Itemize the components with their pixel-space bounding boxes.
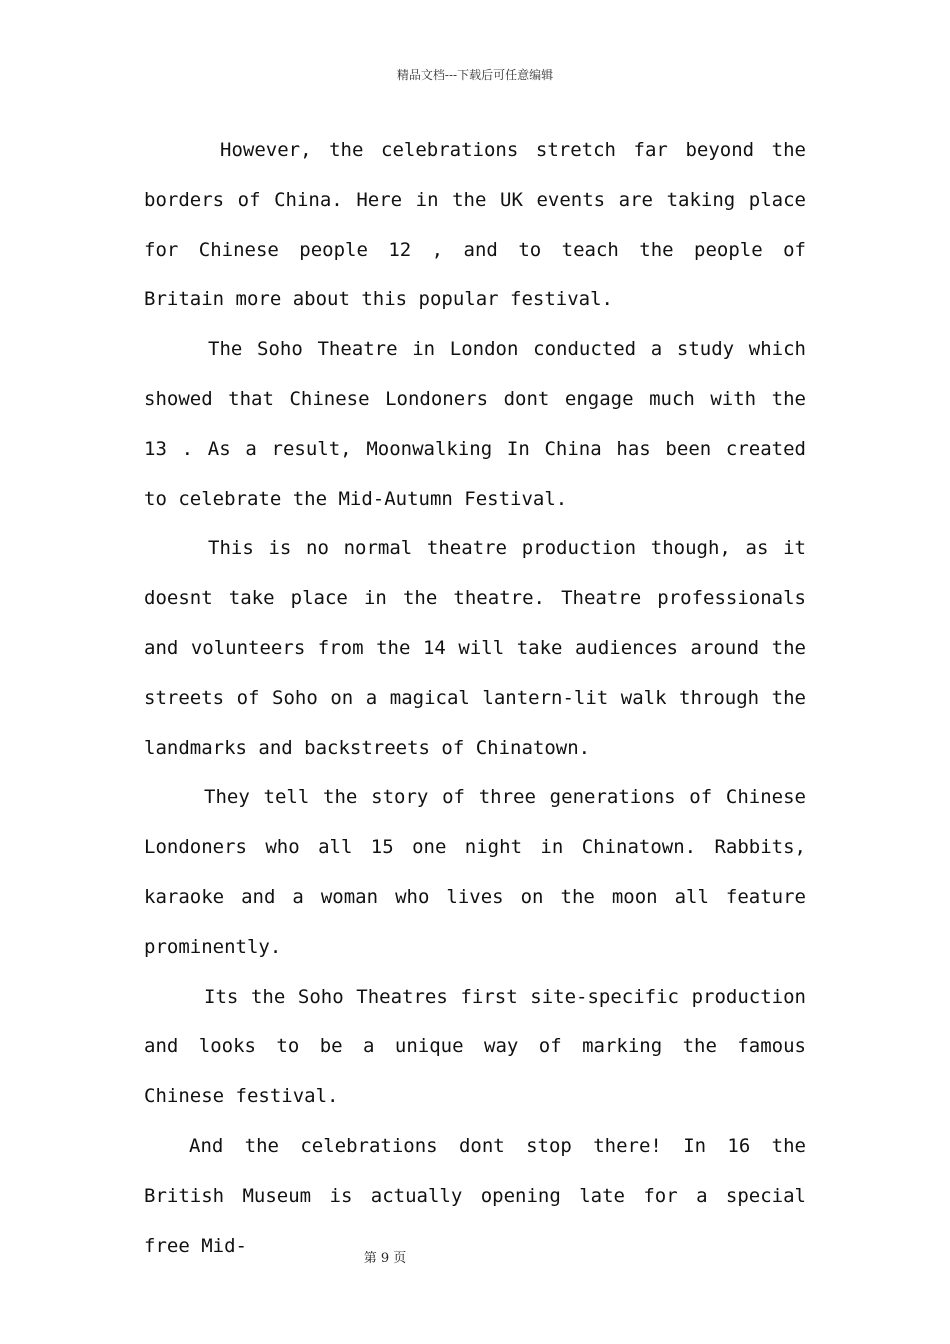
paragraph-6: And the celebrations dont stop there! In 16 the British Museum is actually opening late for a special free Mid-: [144, 1134, 806, 1257]
page-header: 精品文档---下载后可任意编辑: [396, 68, 554, 82]
document-body: [144, 126, 806, 1271]
paragraph-4: They tell the story of three generations of Chinese Londoners who all 15 one night in Chinatown. Rabbits, karaoke and a woman who lives on the moon all feature prominently.: [144, 786, 806, 958]
paragraph-2: The Soho Theatre in London conducted a study which showed that Chinese Londoners dont engage much with the 13 . As a result, Moonwalking In China has been created to celebrate the Mid-Autumn Festival.: [144, 338, 806, 510]
page-number: 第 9 页: [363, 1251, 407, 1266]
paragraph-5: Its the Soho Theatres first site-specific production and looks to be a unique way of marking the famous Chinese festival.: [144, 985, 806, 1108]
paragraph-3: This is no normal theatre production though, as it doesnt take place in the theatre. Theatre professionals and volunteers from the 14 will take audiences around the streets of Soho on a magical lantern-lit walk through the landmarks and backstreets of Chinatown.: [144, 537, 806, 759]
paragraph-1: However, the celebrations stretch far beyond the borders of China. Here in the UK events are taking place for Chinese people 12 , and to teach the people of Britain more about this popular festival.: [144, 139, 806, 311]
